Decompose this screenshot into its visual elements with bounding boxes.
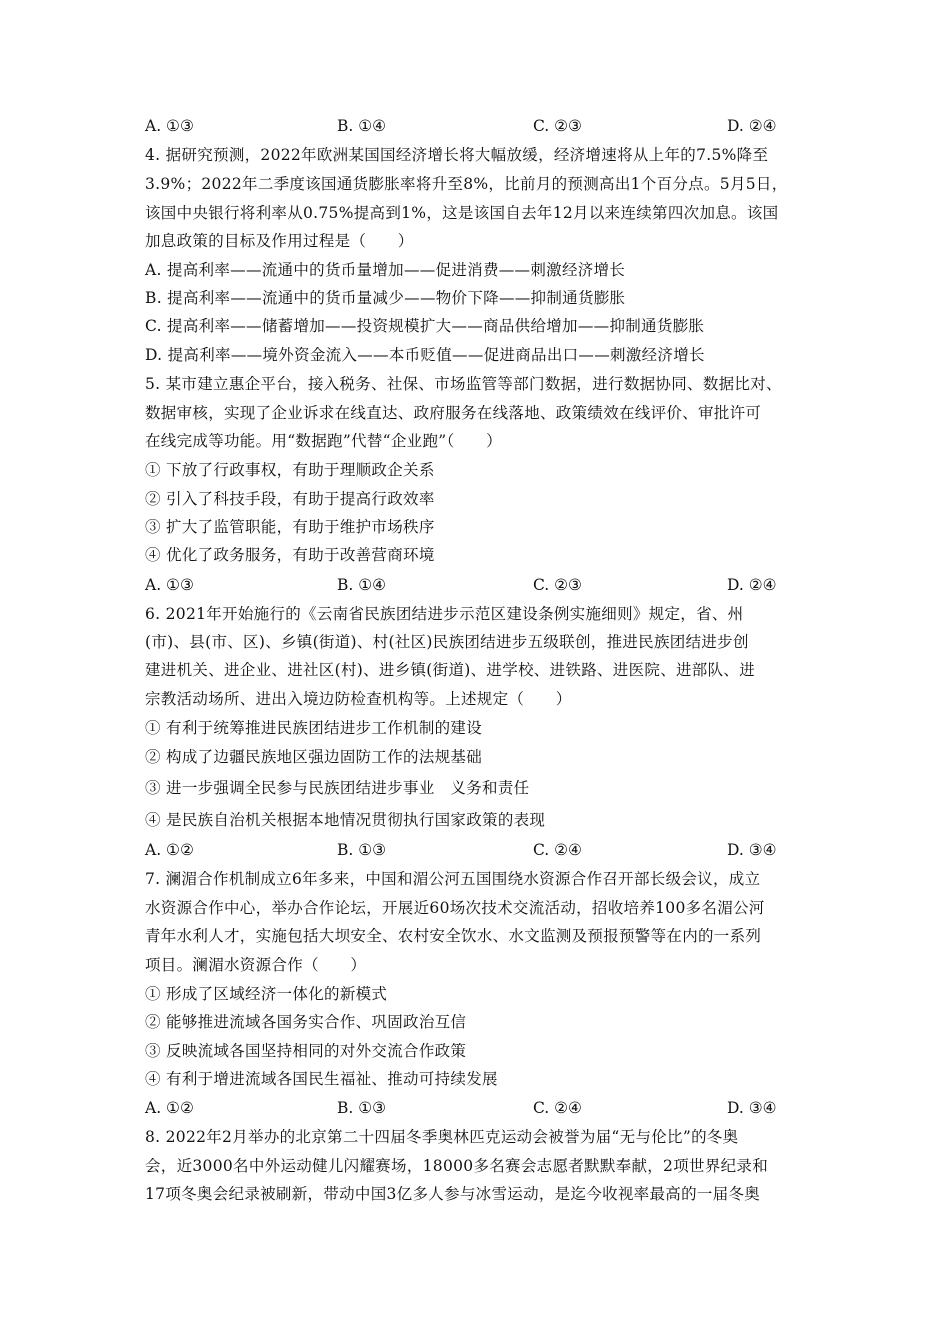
q6-item: ① 有利于统筹推进民族团结进步工作机制的建设 xyxy=(145,719,483,737)
q4-stem-line: 4. 据研究预测，2022年欧洲某国国经济增长将大幅放缓，经济增速将从上年的7.5%降至 xyxy=(145,146,769,164)
q7-options xyxy=(145,1098,825,1118)
q5-item: ② 引入了科技手段，有助于提高行政效率 xyxy=(145,490,435,508)
q7-stem-line: 青年水利人才，实施包括大坝安全、农村安全饮水、水文监测及预报预警等在内的一系列 xyxy=(145,927,762,945)
q4-choice-b: B. 提高利率——流通中的货币量减少——物价下降——抑制通货膨胀 xyxy=(145,289,626,307)
q5-item: ④ 优化了政务服务，有助于改善营商环境 xyxy=(145,546,435,564)
q5-stem-line: 在线完成等功能。用“数据跑”代替“企业跑”（ ） xyxy=(145,432,502,450)
option-b: B. ①③ xyxy=(337,1099,387,1117)
q5-options xyxy=(145,575,825,595)
q6-item: ② 构成了边疆民族地区强边固防工作的法规基础 xyxy=(145,748,483,766)
option-b: B. ①④ xyxy=(337,117,387,135)
q8-stem-line: 17项冬奥会纪录被刷新，带动中国3亿多人参与冰雪运动，是迄今收视率最高的一届冬奥 xyxy=(145,1185,761,1203)
option-d: D. ③④ xyxy=(727,841,777,859)
option-c: C. ②④ xyxy=(533,841,582,859)
option-a: A. ①③ xyxy=(145,576,194,594)
q7-item: ④ 有利于增进流域各国民生福祉、推动可持续发展 xyxy=(145,1070,498,1088)
q5-stem-line: 数据审核，实现了企业诉求在线直达、政府服务在线落地、政策绩效在线评价、审批许可 xyxy=(145,404,762,422)
option-d: D. ②④ xyxy=(727,117,777,135)
q7-stem-line: 7. 澜湄合作机制成立6年多来，中国和湄公河五国围绕水资源合作召开部长级会议，成立 xyxy=(145,870,761,888)
q4-choice-d: D. 提高利率——境外资金流入——本币贬值——促进商品出口——刺激经济增长 xyxy=(145,346,705,364)
option-d: D. ②④ xyxy=(727,576,777,594)
option-a: A. ①② xyxy=(145,1099,194,1117)
q4-choice-a: A. 提高利率——流通中的货币量增加——促进消费——刺激经济增长 xyxy=(145,261,626,279)
q7-item: ② 能够推进流域各国务实合作、巩固政治互信 xyxy=(145,1013,467,1031)
option-b: B. ①③ xyxy=(337,841,387,859)
q6-options xyxy=(145,840,825,860)
q8-stem-line: 会，近3000名中外运动健儿闪耀赛场，18000多名赛会志愿者默默奉献，2项世界纪录和 xyxy=(145,1157,769,1175)
q5-item: ③ 扩大了监管职能，有助于维护市场秩序 xyxy=(145,518,435,536)
q6-item: ④ 是民族自治机关根据本地情况贯彻执行国家政策的表现 xyxy=(145,811,546,829)
q5-stem-line: 5. 某市建立惠企平台，接入税务、社保、市场监管等部门数据，进行数据协同、数据比对、 xyxy=(145,375,782,393)
q7-item: ① 形成了区域经济一体化的新模式 xyxy=(145,985,388,1003)
q5-item: ① 下放了行政事权，有助于理顺政企关系 xyxy=(145,461,435,479)
q7-stem-line: 水资源合作中心，举办合作论坛，开展近60场次技术交流活动，招收培养100多名湄公河 xyxy=(145,899,765,917)
option-b: B. ①④ xyxy=(337,576,387,594)
option-a: A. ①③ xyxy=(145,117,194,135)
q6-stem-line: 6. 2021年开始施行的《云南省民族团结进步示范区建设条例实施细则》规定，省、州 xyxy=(145,605,744,623)
option-c: C. ②③ xyxy=(533,576,582,594)
q7-stem-line: 项目。澜湄水资源合作（ ） xyxy=(145,956,367,974)
q6-item: ③ 进一步强调全民参与民族团结进步事业 义务和责任 xyxy=(145,779,530,797)
q6-stem-line: 宗教活动场所、进出入境边防检查机构等。上述规定（ ） xyxy=(145,690,572,708)
q3-options xyxy=(145,116,825,136)
option-c: C. ②③ xyxy=(533,117,582,135)
q6-stem-line: (市)、县(市、区)、乡镇(街道)、村(社区)民族团结进步五级联创，推进民族团结进步创 xyxy=(145,633,749,651)
option-a: A. ①② xyxy=(145,841,194,859)
q4-choice-c: C. 提高利率——储蓄增加——投资规模扩大——商品供给增加——抑制通货膨胀 xyxy=(145,317,705,335)
q4-stem-line: 加息政策的目标及作用过程是（ ） xyxy=(145,232,414,250)
q8-stem-line: 8. 2022年2月举办的北京第二十四届冬季奥林匹克运动会被誉为届“无与伦比”的冬奥 xyxy=(145,1128,739,1146)
q4-stem-line: 该国中央银行将利率从0.75%提高到1%，这是该国自去年12月以来连续第四次加息。该国 xyxy=(145,204,779,222)
q7-item: ③ 反映流域各国坚持相同的对外交流合作政策 xyxy=(145,1042,467,1060)
q6-stem-line: 建进机关、进企业、进社区(村)、进乡镇(街道)、进学校、进铁路、进医院、进部队、进 xyxy=(145,661,755,679)
option-c: C. ②④ xyxy=(533,1099,582,1117)
option-d: D. ③④ xyxy=(727,1099,777,1117)
q4-stem-line: 3.9%；2022年二季度该国通货膨胀率将升至8%，比前月的预测高出1个百分点。5月5日， xyxy=(145,175,788,193)
